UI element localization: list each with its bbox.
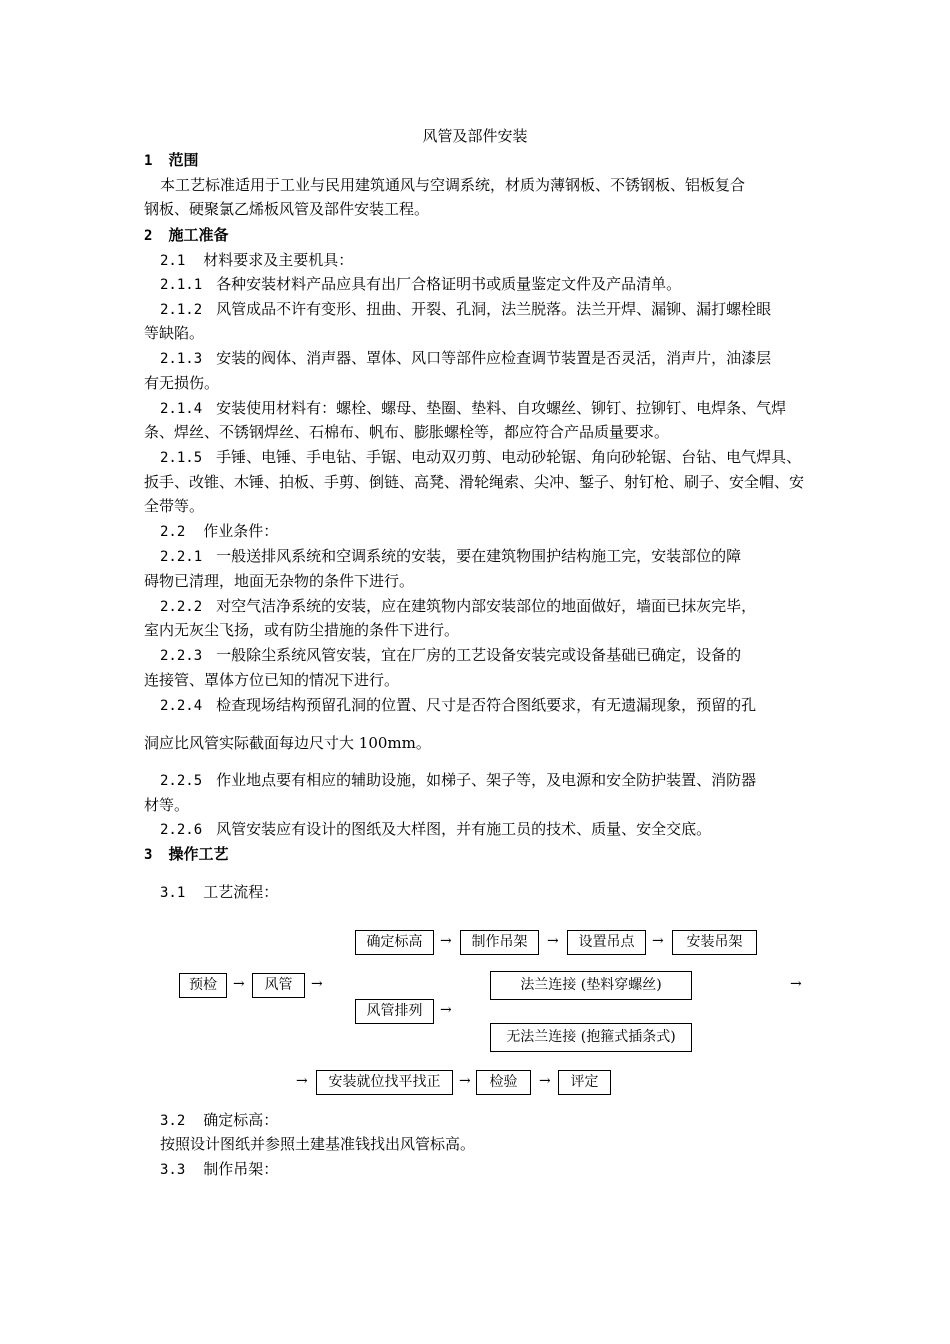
item-2-2-4-cont: 洞应比风管实际截面每边尺寸大 100mm。 — [144, 734, 431, 752]
flow-arrow: → — [547, 933, 559, 949]
flow-arrow: → — [311, 976, 323, 992]
item-2-1-4-cont: 条、焊丝、不锈钢焊丝、石棉布、帆布、膨胀螺栓等，都应符合产品质量要求。 — [144, 423, 670, 441]
flow-box-duct: 风管 — [252, 973, 305, 998]
section-3-heading: 3 操作工艺 — [144, 845, 229, 863]
flow-box-flangeless-connection: 无法兰连接 (抱箍式插条式) — [490, 1023, 692, 1052]
item-2-1-1: 2.1.1 各种安装材料产品应具有出厂合格证明书或质量鉴定文件及产品清单。 — [160, 275, 682, 293]
item-2-1-4: 2.1.4 安装使用材料有：螺栓、螺母、垫圈、垫料、自攻螺丝、铆钉、拉铆钉、电焊条、气焊 — [160, 399, 787, 417]
flow-arrow: → — [539, 1073, 551, 1089]
item-3-1: 3.1 工艺流程： — [160, 883, 279, 901]
item-2-2: 2.2 作业条件： — [160, 522, 279, 540]
flow-arrow: → — [233, 976, 245, 992]
item-3-2: 3.2 确定标高： — [160, 1111, 279, 1129]
item-2-2-3: 2.2.3 一般除尘系统风管安装，宜在厂房的工艺设备安装完或设备基础已确定，设备的 — [160, 646, 742, 664]
item-2-2-3-cont: 连接管、罩体方位已知的情况下进行。 — [144, 671, 400, 689]
item-2-2-5-cont: 材等。 — [144, 796, 190, 814]
item-2-2-6: 2.2.6 风管安装应有设计的图纸及大样图，并有施工员的技术、质量、安全交底。 — [160, 820, 712, 838]
flow-box-determine-elevation: 确定标高 — [355, 930, 434, 955]
item-2-1-5: 2.1.5 手锤、电锤、手电钻、手锯、电动双刃剪、电动砂轮锯、角向砂轮锯、台钻、电气焊具、 — [160, 448, 802, 466]
item-3-3: 3.3 制作吊架： — [160, 1160, 279, 1178]
item-2-1-2-cont: 等缺陷。 — [144, 324, 205, 342]
flow-arrow: → — [459, 1073, 471, 1089]
flow-arrow: → — [790, 976, 802, 992]
item-2-2-1-cont: 碍物已清理，地面无杂物的条件下进行。 — [144, 572, 415, 590]
flow-arrow: → — [440, 933, 452, 949]
item-2-1-2: 2.1.2 风管成品不许有变形、扭曲、开裂、孔洞，法兰脱落。法兰开焊、漏铆、漏打螺栓眼 — [160, 300, 772, 318]
item-3-2-text: 按照设计图纸并参照土建基准钱找出风管标高。 — [160, 1135, 476, 1153]
item-2-1-3-cont: 有无损伤。 — [144, 374, 220, 392]
flow-box-evaluation: 评定 — [558, 1070, 611, 1095]
item-2-2-2-cont: 室内无灰尘飞扬，或有防尘措施的条件下进行。 — [144, 621, 460, 639]
section-2-heading: 2 施工准备 — [144, 226, 229, 244]
flow-arrow: → — [296, 1073, 308, 1089]
flow-box-make-hanger: 制作吊架 — [460, 930, 539, 955]
item-2-2-4: 2.2.4 检查现场结构预留孔洞的位置、尺寸是否符合图纸要求，有无遗漏现象，预留的孔 — [160, 696, 757, 714]
flow-box-set-hanging-point: 设置吊点 — [567, 930, 646, 955]
item-2-1-5-cont: 扳手、改锥、木锤、拍板、手剪、倒链、高凳、滑轮绳索、尖冲、錾子、射钉枪、刷子、安全帽、安 — [144, 473, 805, 491]
item-2-2-2: 2.2.2 对空气洁净系统的安装，应在建筑物内部安装部位的地面做好，墙面已抹灰完毕， — [160, 597, 757, 615]
section-1-text-cont: 钢板、硬聚氯乙烯板风管及部件安装工程。 — [144, 200, 430, 218]
page-title: 风管及部件安装 — [422, 127, 528, 145]
item-2-2-1: 2.2.1 一般送排风系统和空调系统的安装，要在建筑物围护结构施工完，安装部位的障 — [160, 547, 742, 565]
section-1-heading: 1 范围 — [144, 151, 199, 169]
flow-box-install-level-align: 安装就位找平找正 — [316, 1070, 453, 1095]
section-1-text: 本工艺标准适用于工业与民用建筑通风与空调系统，材质为薄钢板、不锈钢板、铝板复合 — [160, 176, 746, 194]
flow-arrow: → — [652, 933, 664, 949]
item-2-1-5-cont2: 全带等。 — [144, 497, 205, 515]
flow-box-install-hanger: 安装吊架 — [672, 930, 757, 955]
item-2-2-5: 2.2.5 作业地点要有相应的辅助设施，如梯子、架子等，及电源和安全防护装置、消防器 — [160, 771, 757, 789]
flow-box-precheck: 预检 — [179, 973, 227, 998]
item-2-1: 2.1 材料要求及主要机具： — [160, 251, 354, 269]
flow-box-duct-arrangement: 风管排列 — [355, 999, 434, 1024]
flow-box-inspection: 检验 — [476, 1070, 531, 1095]
item-2-1-3: 2.1.3 安装的阀体、消声器、罩体、风口等部件应检查调节装置是否灵活，消声片，油漆层 — [160, 349, 772, 367]
flow-arrow: → — [440, 1002, 452, 1018]
flow-box-flange-connection: 法兰连接 (垫料穿螺丝) — [490, 971, 692, 1000]
